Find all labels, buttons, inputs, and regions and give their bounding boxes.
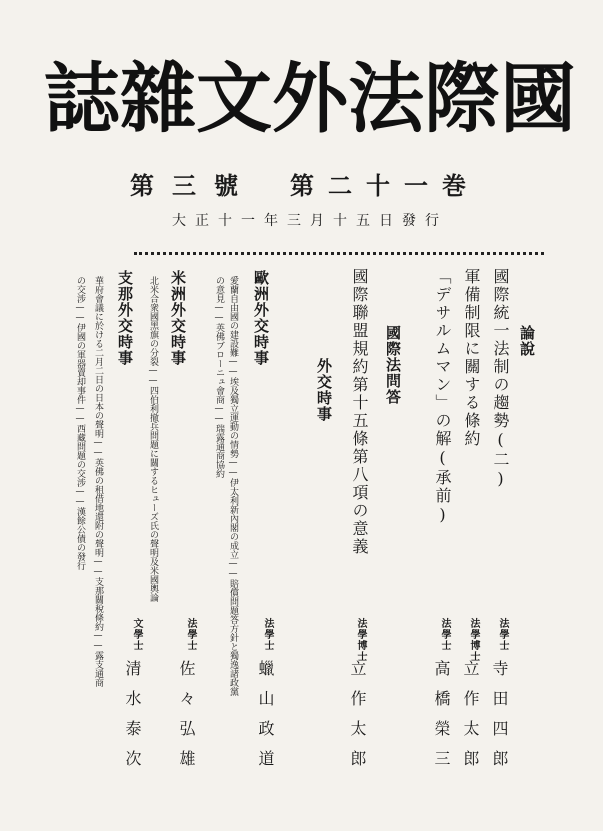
section-header-shina: 支那外交時事	[116, 270, 134, 366]
topic-line: 愛蘭自由國の建設難——埃及獨立運動の情勢——伊太利新內閣の成立——賠償問題答方針と獨逸諸政黨	[228, 276, 238, 696]
article-title: 軍備制限に關する條約	[462, 268, 481, 448]
masthead-title	[44, 54, 576, 144]
author-name: 高橋榮三	[432, 660, 451, 780]
topic-line: 北米合衆國黑旗の分裂——四伯利撤兵問題に關するヒューズ氏の聲明及米國輿論	[148, 276, 158, 602]
author-name: 清水泰次	[123, 660, 142, 780]
section-header-ronsetsu: 論說	[518, 325, 536, 357]
masthead-char: 法	[348, 54, 424, 143]
author-name: 立作太郎	[348, 660, 367, 780]
author-title: 法學士	[262, 618, 273, 651]
topic-line: の意見——英佛ブローニュ會商——瑞露通商協約	[214, 276, 224, 478]
masthead-char: 雜	[120, 54, 196, 143]
section-header-kokusai-houmon: 國際法問答	[384, 325, 402, 405]
masthead-char: 國	[500, 54, 576, 143]
author-name: 立作太郎	[461, 660, 480, 780]
author-title: 法學士	[439, 618, 450, 651]
section-header-gaikou-jiji: 外交時事	[315, 358, 333, 422]
issue-line	[130, 166, 480, 201]
issue-volume: 第二十一巻	[290, 171, 480, 200]
issue-number: 第三號	[130, 171, 256, 200]
author-title: 法學士	[497, 618, 508, 651]
section-header-oushu: 歐洲外交時事	[252, 270, 270, 366]
author-name: 佐々弘雄	[177, 660, 196, 780]
masthead-char: 際	[424, 54, 500, 143]
masthead-char: 誌	[44, 54, 120, 143]
author-name: 寺田四郎	[490, 660, 509, 780]
author-title: 法學博士	[355, 618, 366, 662]
article-title: 「デサルムマン」の解(承前)	[433, 268, 452, 526]
author-title: 法學士	[185, 618, 196, 651]
section-header-beishu: 米洲外交時事	[169, 270, 187, 366]
author-title: 法學博士	[468, 618, 479, 662]
article-title: 國際統一法制の趨勢(二)	[491, 268, 510, 490]
author-name: 蠟山政道	[256, 660, 275, 780]
masthead-char: 外	[272, 54, 348, 143]
publication-date: 大正十一年三月十五日發行	[172, 213, 448, 229]
dotted-divider	[134, 252, 544, 255]
author-title: 文學士	[131, 618, 142, 651]
topic-line: の交涉——伊國の軍器賣却事件——西藏問題の交涉——漢餘公債の發行	[75, 276, 85, 570]
topic-line: 華府會議に於ける二月二日の日本の聲明——英佛の租借地還附の聲明——支那關稅條約——露支通商	[93, 276, 103, 687]
article-title: 國際聯盟規約第十五條第八項の意義	[350, 268, 369, 556]
masthead-char: 文	[196, 54, 272, 143]
